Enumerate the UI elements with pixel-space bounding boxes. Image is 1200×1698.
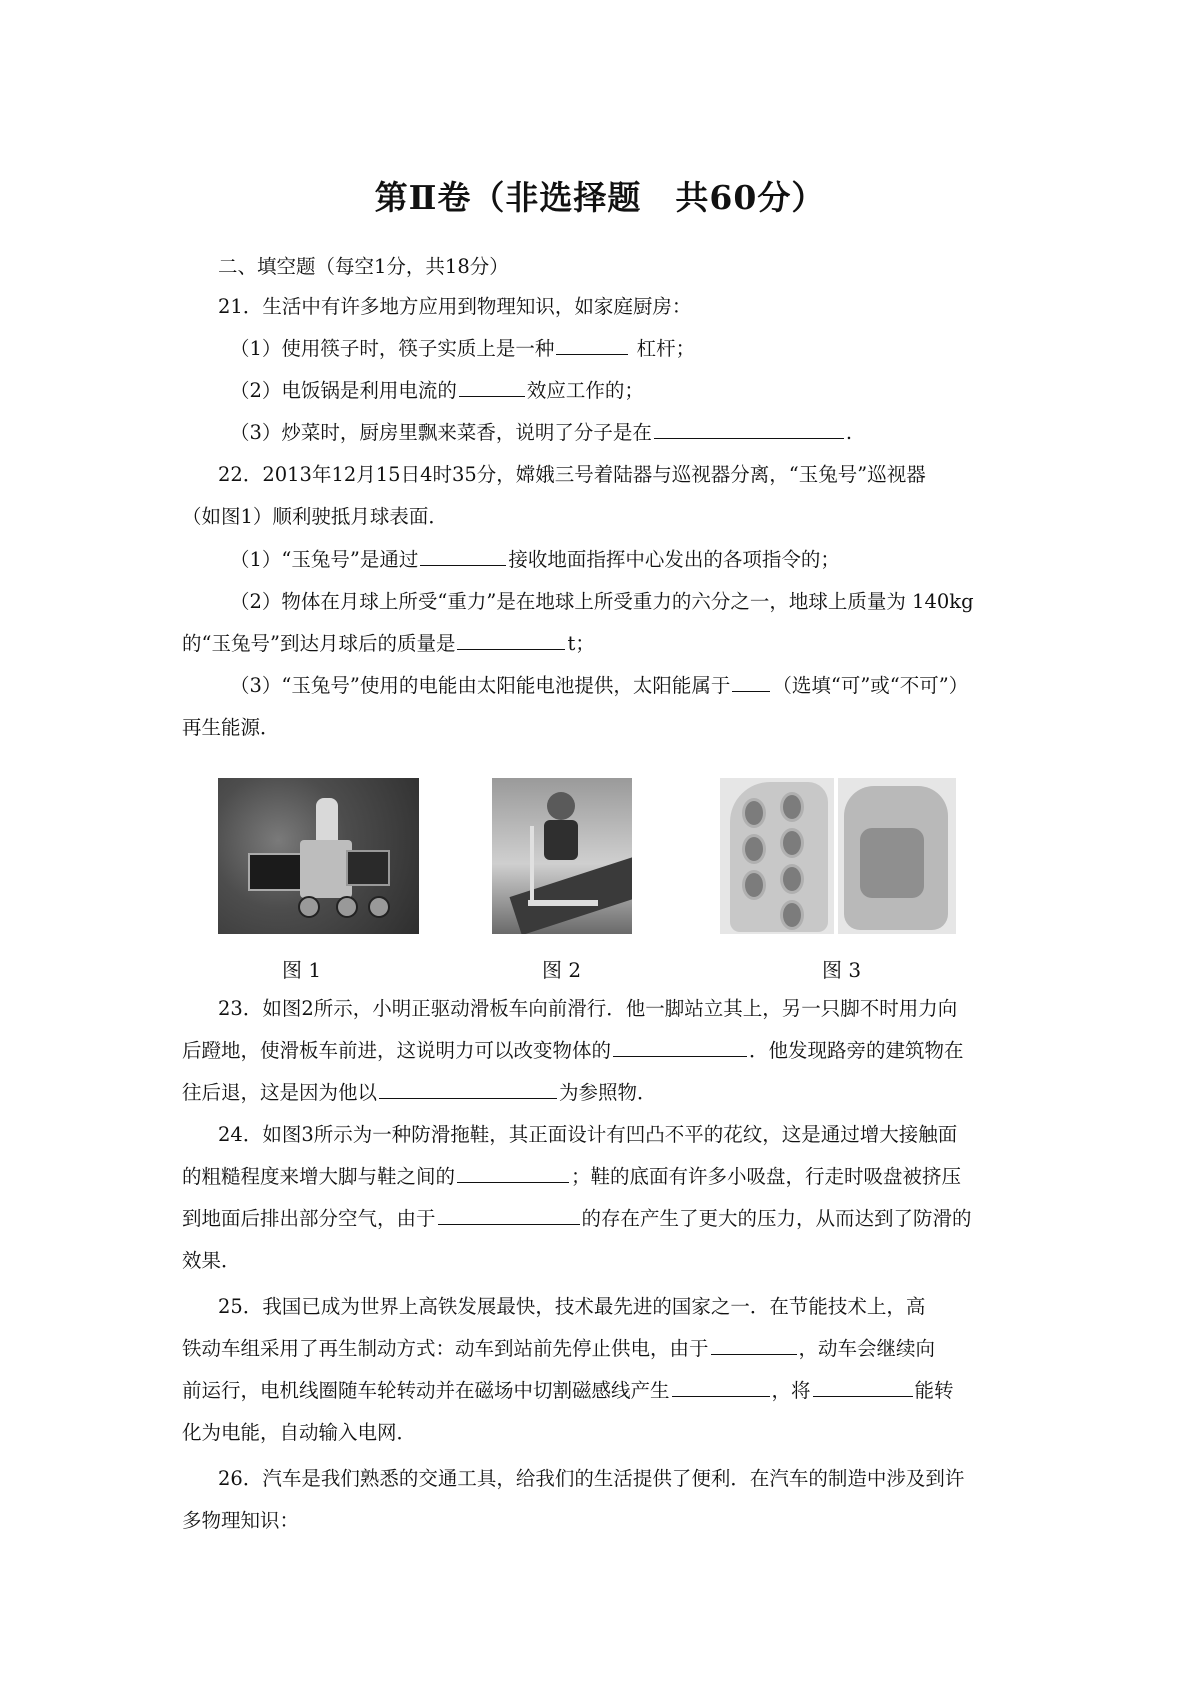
q25-line1: 25．我国已成为世界上高铁发展最快，技术最先进的国家之一．在节能技术上，高 xyxy=(218,1295,926,1318)
q23-line3: 往后退，这是因为他以 为参照物． xyxy=(182,1078,1022,1108)
q24-line1: 24．如图3所示为一种防滑拖鞋，其正面设计有凹凸不平的花纹，这是通过增大接触面 xyxy=(218,1123,958,1146)
q23-line1: 23．如图2所示，小明正驱动滑板车向前滑行．他一脚站立其上，另一只脚不时用力向 xyxy=(218,997,958,1020)
q26-line1: 26．汽车是我们熟悉的交通工具，给我们的生活提供了便利．在汽车的制造中涉及到许 xyxy=(218,1467,965,1490)
page-title: 第Ⅱ卷（非选择题 共60分） xyxy=(374,178,826,217)
figure-1-caption: 图 1 xyxy=(282,958,322,982)
q23-line2: 后蹬地，使滑板车前进，这说明力可以改变物体的 ．他发现路旁的建筑物在 xyxy=(182,1036,1022,1066)
answer-blank xyxy=(556,334,628,355)
answer-blank xyxy=(457,1162,569,1183)
answer-blank xyxy=(732,671,770,692)
figure-1-lunar-rover-photo xyxy=(218,778,419,934)
q21-part1: （1）使用筷子时，筷子实质上是一种 杠杆； xyxy=(230,334,1070,364)
q22-part1: （1）“玉兔号”是通过 接收地面指挥中心发出的各项指令的； xyxy=(230,545,1070,575)
answer-blank xyxy=(420,545,506,566)
q22-part3-line1: （3）“玉兔号”使用的电能由太阳能电池提供，太阳能属于 （选填“可”或“不可”） xyxy=(230,671,1070,701)
answer-blank xyxy=(813,1376,913,1397)
answer-blank xyxy=(654,418,844,439)
figure-3-slipper-photo xyxy=(720,778,956,934)
q22-part2-line2: 的“玉兔号”到达月球后的质量是 t； xyxy=(182,629,1022,659)
q22-part2-line1: （2）物体在月球上所受“重力”是在地球上所受重力的六分之一，地球上质量为 140kg xyxy=(230,590,974,613)
q25-line4: 化为电能，自动输入电网． xyxy=(182,1421,417,1444)
q21-part3: （3）炒菜时，厨房里飘来菜香，说明了分子是在 . xyxy=(230,418,1070,448)
q25-line3: 前运行，电机线圈随车轮转动并在磁场中切割磁感线产生 ，将 能转 xyxy=(182,1376,1022,1406)
figure-3-caption: 图 3 xyxy=(822,958,862,982)
q22-stem-line2: （如图1）顺利驶抵月球表面． xyxy=(182,505,448,528)
q21-stem: 21．生活中有许多地方应用到物理知识，如家庭厨房： xyxy=(218,295,692,318)
q22-stem-line1: 22．2013年12月15日4时35分，嫦娥三号着陆器与巡视器分离，“玉兔号”巡视器 xyxy=(218,463,926,486)
figure-2-caption: 图 2 xyxy=(542,958,582,982)
q22-part3-line2: 再生能源． xyxy=(182,716,280,739)
q21-part2: （2）电饭锅是利用电流的 效应工作的； xyxy=(230,376,1070,406)
answer-blank xyxy=(613,1036,747,1057)
q25-line2: 铁动车组采用了再生制动方式：动车到站前先停止供电，由于 ，动车会继续向 xyxy=(182,1334,1022,1364)
answer-blank xyxy=(711,1334,797,1355)
q24-line4: 效果． xyxy=(182,1249,241,1272)
q24-line2: 的粗糙程度来增大脚与鞋之间的 ；鞋的底面有许多小吸盘，行走时吸盘被挤压 xyxy=(182,1162,1022,1192)
answer-blank xyxy=(438,1204,580,1225)
answer-blank xyxy=(459,376,525,397)
q24-line3: 到地面后排出部分空气，由于 的存在产生了更大的压力，从而达到了防滑的 xyxy=(182,1204,1022,1234)
figure-2-scooter-photo xyxy=(492,778,632,934)
q26-line2: 多物理知识： xyxy=(182,1509,300,1532)
answer-blank xyxy=(379,1078,557,1099)
answer-blank xyxy=(672,1376,770,1397)
answer-blank xyxy=(457,629,565,650)
section-heading: 二、填空题（每空1分，共18分） xyxy=(218,255,509,278)
